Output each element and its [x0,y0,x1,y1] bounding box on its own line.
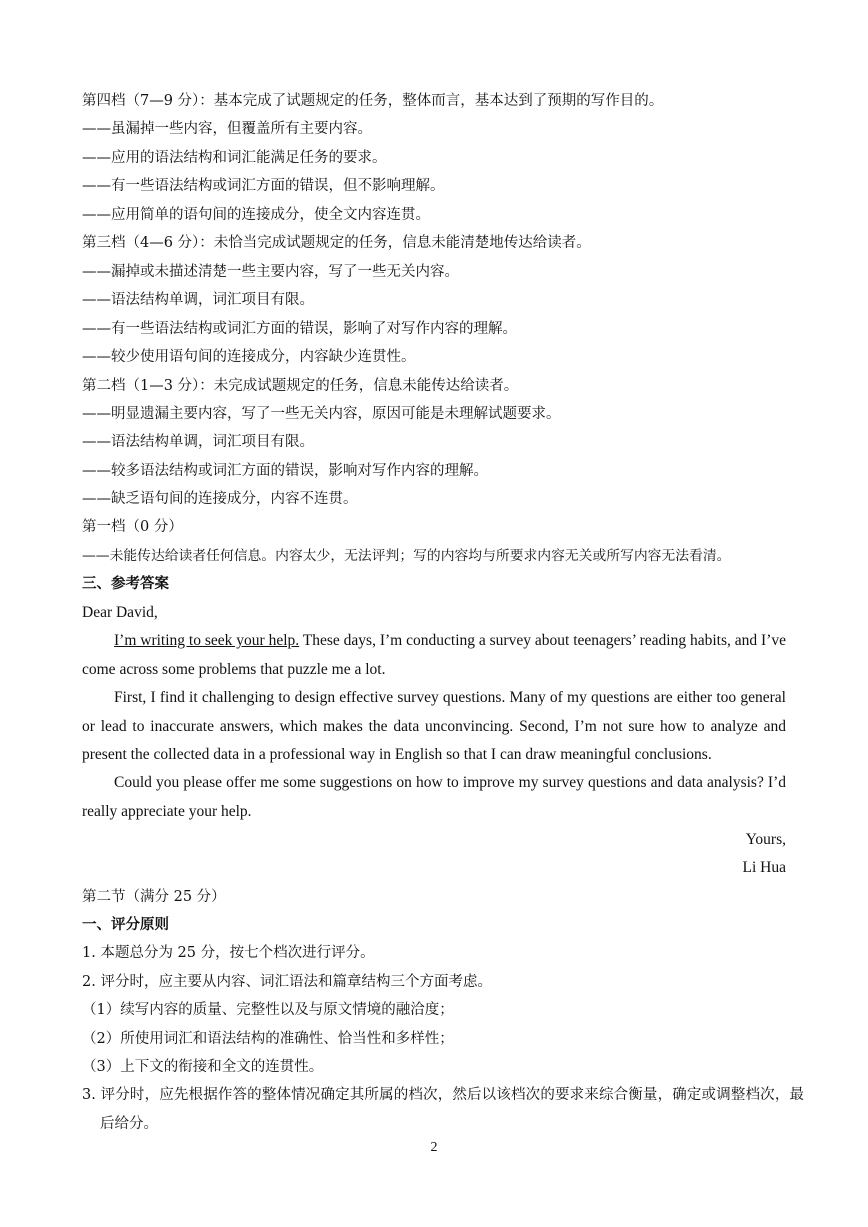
tier2-item: ——缺乏语句间的连接成分，内容不连贯。 [82,491,358,507]
letter-closing: Yours, [745,831,786,848]
tier2-item: ——较多语法结构或词汇方面的错误，影响对写作内容的理解。 [82,463,488,479]
tier1-title: 第一档（0 分） [82,519,183,535]
letter-paragraph-3: Could you please offer me some suggestions on how to improve my survey questions and data analysis? I’d really appreciate your help. [82,774,786,820]
tier4-item: ——虽漏掉一些内容，但覆盖所有主要内容。 [82,121,372,137]
underlined-sentence: I’m writing to seek your help. [114,632,300,649]
tier3-item: ——语法结构单调，词汇项目有限。 [82,292,314,308]
tier1-item: ——未能传达给读者任何信息。内容太少，无法评判；写的内容均与所要求内容无关或所写内容无法看清。 [82,548,731,564]
tier2-title: 第二档（1—3 分）：未完成试题规定的任务，信息未能传达给读者。 [82,378,519,394]
rule-2-sub-3: （3）上下文的衔接和全文的连贯性。 [82,1059,324,1075]
tier2-item: ——明显遗漏主要内容，写了一些无关内容，原因可能是未理解试题要求。 [82,406,561,422]
tier3-item: ——漏掉或未描述清楚一些主要内容，写了一些无关内容。 [82,264,459,280]
tier4-item: ——应用的语法结构和词汇能满足任务的要求。 [82,150,387,166]
tier4-title: 第四档（7—9 分）：基本完成了试题规定的任务，整体而言，基本达到了预期的写作目的。 [82,93,664,109]
rule-3: 3. 评分时，应先根据作答的整体情况确定其所属的档次，然后以该档次的要求来综合衡量，确定或调整档次，最后给分。 [82,1087,804,1132]
page-number: 2 [430,1140,438,1155]
answer-heading: 三、参考答案 [82,575,169,592]
letter-paragraph-2: First, I find it challenging to design effective survey questions. Many of my questions are either too general or lead to inaccurate answers, which makes the data unconvincing. Second, I’m not sure how to analyze and present the collected data in a professional way in English so that I can draw meaningful conclusions. [82,689,786,763]
rule-2-sub-2: （2）所使用词汇和语法结构的准确性、恰当性和多样性； [82,1031,454,1047]
tier4-item: ——应用简单的语句间的连接成分，使全文内容连贯。 [82,207,430,223]
letter-greeting: Dear David, [82,604,158,621]
letter-signature: Li Hua [742,859,786,876]
tier3-item: ——有一些语法结构或词汇方面的错误，影响了对写作内容的理解。 [82,321,517,337]
rule-1: 1. 本题总分为 25 分，按七个档次进行评分。 [82,945,375,961]
tier3-title: 第三档（4—6 分）：未恰当完成试题规定的任务，信息未能清楚地传达给读者。 [82,235,591,251]
paragraph-text: These days, I’m conducting a survey about teenagers’ reading habits, and I’ve come across some problems that puzzle me a lot. [82,632,786,678]
rule-2: 2. 评分时，应主要从内容、词汇语法和篇章结构三个方面考虑。 [82,974,492,990]
letter-paragraph-1 [82,627,786,684]
rule-2-sub-1: （1）续写内容的质量、完整性以及与原文情境的融洽度； [82,1002,454,1018]
section2-title: 第二节（满分 25 分） [82,889,226,905]
tier3-item: ——较少使用语句间的连接成分，内容缺少连贯性。 [82,349,416,365]
tier4-item: ——有一些语法结构或词汇方面的错误，但不影响理解。 [82,178,445,194]
tier2-item: ——语法结构单调，词汇项目有限。 [82,434,314,450]
section2-heading: 一、评分原则 [82,916,169,933]
